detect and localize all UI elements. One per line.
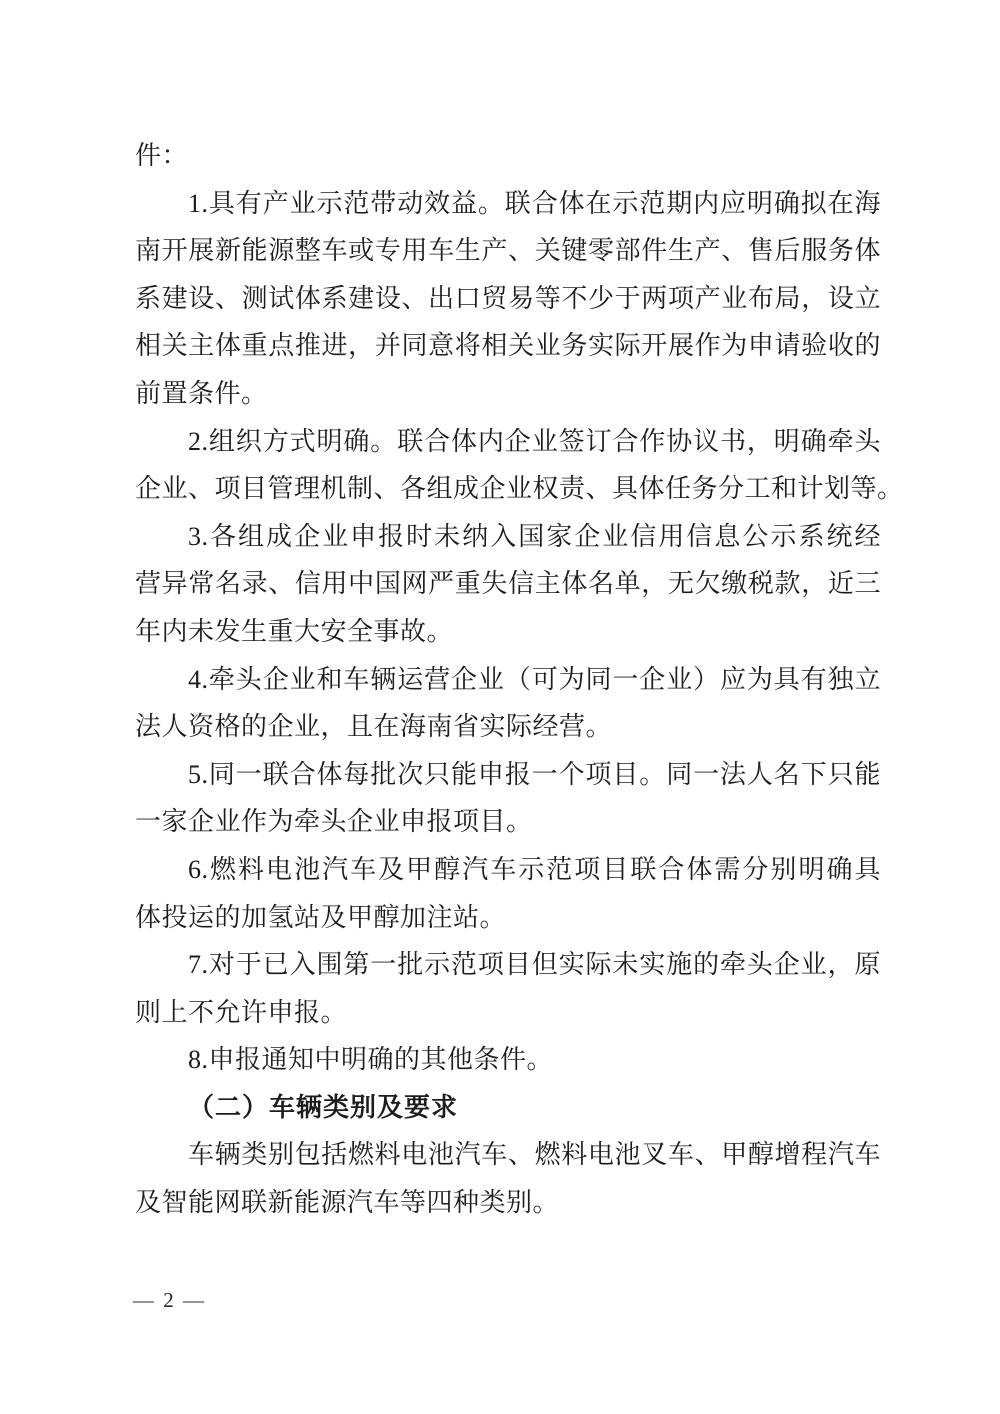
text-line: 2.组织方式明确。联合体内企业签订合作协议书，明确牵头 xyxy=(188,426,881,456)
text-line: 企业、项目管理机制、各组成企业权责、具体任务分工和计划等。 xyxy=(135,474,904,504)
text-line: 及智能网联新能源汽车等四种类别。 xyxy=(135,1188,560,1218)
text-line: 件： xyxy=(135,141,189,170)
paragraph xyxy=(135,513,881,656)
text-line: 营异常名录、信用中国网严重失信主体名单，无欠缴税款，近三 xyxy=(135,569,881,599)
text-line: 前置条件。 xyxy=(135,378,268,408)
page-number: — 2 — xyxy=(133,1288,206,1312)
paragraph xyxy=(135,132,881,180)
text-line: 法人资格的企业，且在海南省实际经营。 xyxy=(135,712,613,742)
document-body xyxy=(135,132,904,1227)
text-line: 3.各组成企业申报时未纳入国家企业信用信息公示系统经 xyxy=(188,521,881,551)
paragraph xyxy=(135,1131,881,1226)
text-line: 南开展新能源整车或专用车生产、关键零部件生产、售后服务体 xyxy=(135,236,881,266)
text-line: 系建设、测试体系建设、出口贸易等不少于两项产业布局，设立 xyxy=(135,283,881,313)
text-line: 4.牵头企业和车辆运营企业（可为同一企业）应为具有独立 xyxy=(188,664,881,694)
text-line: 7.对于已入围第一批示范项目但实际未实施的牵头企业，原 xyxy=(188,950,881,980)
paragraph xyxy=(135,751,881,846)
text-line: 车辆类别包括燃料电池汽车、燃料电池叉车、甲醇增程汽车 xyxy=(188,1140,881,1170)
section-heading xyxy=(135,1084,881,1132)
text-line: 则上不允许申报。 xyxy=(135,997,348,1027)
paragraph xyxy=(135,180,881,418)
paragraph xyxy=(135,656,881,751)
text-line: 5.同一联合体每批次只能申报一个项目。同一法人名下只能 xyxy=(188,759,881,789)
paragraph xyxy=(135,941,881,1036)
text-line: 年内未发生重大安全事故。 xyxy=(135,616,454,646)
text-line: 一家企业作为牵头企业申报项目。 xyxy=(135,807,533,837)
text-line: 体投运的加氢站及甲醇加注站。 xyxy=(135,902,507,932)
paragraph xyxy=(135,1036,881,1084)
text-line: 8.申报通知中明确的其他条件。 xyxy=(188,1045,554,1075)
text-line: 相关主体重点推进，并同意将相关业务实际开展作为申请验收的 xyxy=(135,331,881,361)
text-line: 1.具有产业示范带动效益。联合体在示范期内应明确拟在海 xyxy=(188,188,881,218)
paragraph xyxy=(135,418,904,513)
text-line: （二）车辆类别及要求 xyxy=(188,1092,459,1122)
text-line: 6.燃料电池汽车及甲醇汽车示范项目联合体需分别明确具 xyxy=(188,854,881,884)
paragraph xyxy=(135,846,881,941)
